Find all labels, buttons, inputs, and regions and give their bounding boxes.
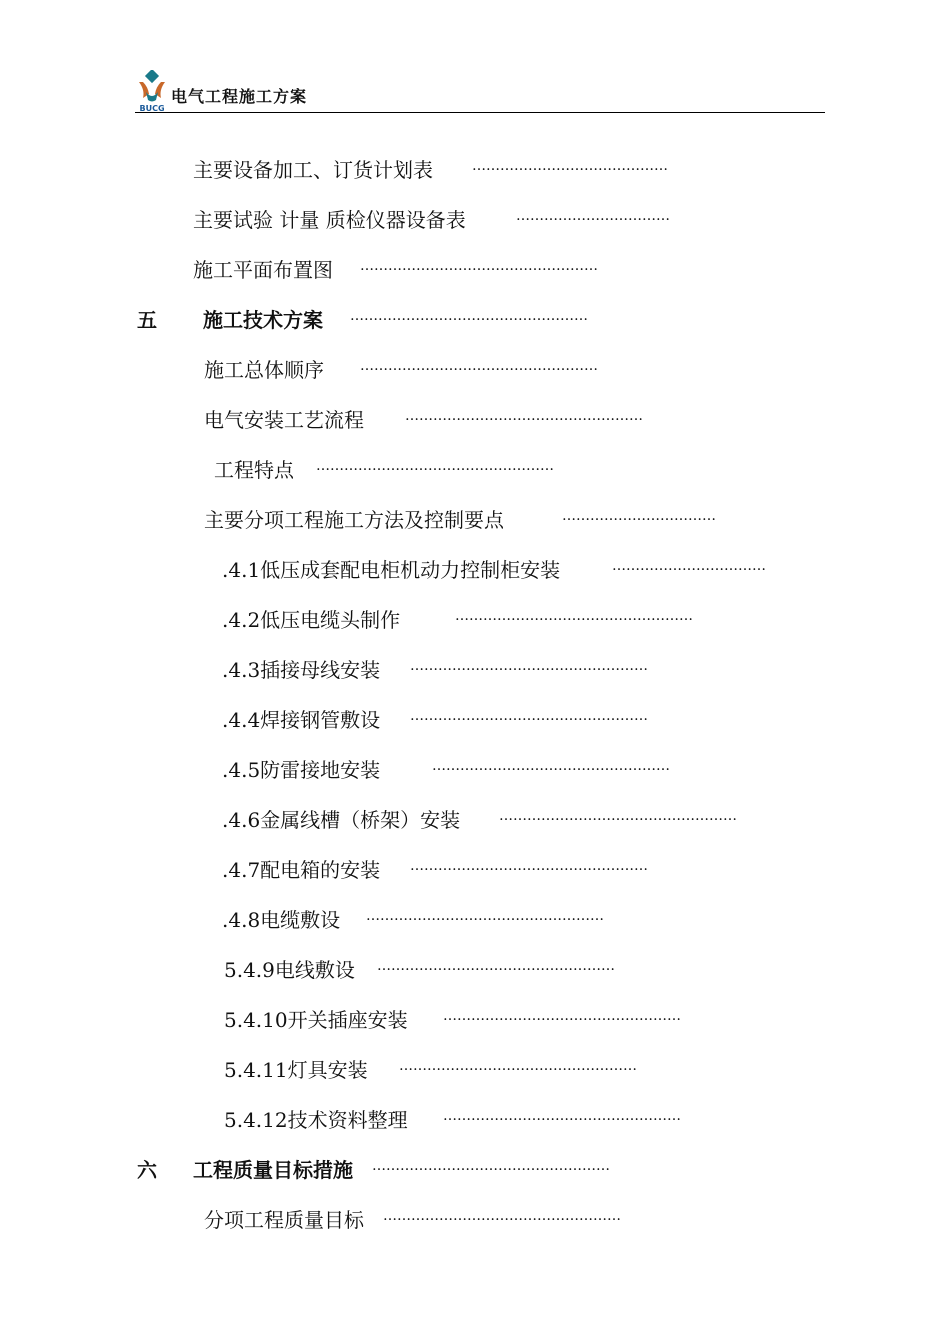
toc-leader-dots: …………………………………………… — [405, 408, 643, 424]
toc-item — [214, 456, 294, 484]
toc-section-number: 六 — [137, 1158, 157, 1182]
toc-item — [204, 506, 504, 534]
toc-item — [193, 206, 466, 234]
toc-item — [224, 1006, 408, 1034]
logo-text: BUCG — [139, 104, 165, 112]
toc-item — [193, 156, 433, 184]
toc-section-heading: 施工技术方案 — [203, 308, 323, 332]
toc-leader-dots: …………………………………………… — [372, 1158, 610, 1174]
toc-item — [222, 606, 400, 634]
toc-item — [222, 906, 340, 934]
toc-leader-dots: …………………………………………… — [432, 758, 670, 774]
toc-item — [193, 256, 333, 284]
toc-leader-dots: …………………………… — [516, 208, 670, 224]
toc-label: 主要分项工程施工方法及控制要点 — [204, 508, 504, 532]
toc-label: 施工总体顺序 — [204, 358, 324, 382]
toc-item — [204, 356, 324, 384]
toc-leader-dots: …………………………… — [612, 558, 766, 574]
toc-label: .4.4焊接钢管敷设 — [222, 708, 381, 732]
toc-leader-dots: …………………………………… — [472, 158, 668, 174]
toc-leader-dots: …………………………… — [562, 508, 716, 524]
toc-item — [222, 706, 380, 734]
toc-label: .4.8电缆敷设 — [222, 908, 341, 932]
toc-leader-dots: …………………………………………… — [410, 858, 648, 874]
toc-item — [222, 656, 380, 684]
toc-leader-dots: …………………………………………… — [360, 358, 598, 374]
toc-label: 电气安装工艺流程 — [204, 408, 364, 432]
toc-item — [204, 1206, 364, 1234]
toc-item — [222, 856, 380, 884]
toc-label: .4.7配电箱的安装 — [222, 858, 381, 882]
toc-label: .4.1低压成套配电柜机动力控制柜安装 — [222, 558, 561, 582]
bucg-logo-icon — [135, 70, 169, 112]
toc-label: 分项工程质量目标 — [204, 1208, 364, 1232]
toc-leader-dots: …………………………………………… — [443, 1108, 681, 1124]
header-title: 电气工程施工方案 — [171, 87, 308, 106]
toc-item — [222, 556, 560, 584]
toc-label: .4.3插接母线安装 — [222, 658, 381, 682]
toc-label: .4.2低压电缆头制作 — [222, 608, 401, 632]
toc-leader-dots: …………………………………………… — [455, 608, 693, 624]
toc-section-number: 五 — [137, 308, 157, 332]
toc-item — [224, 1106, 408, 1134]
toc-label: 主要试验 计量 质检仪器设备表 — [193, 208, 466, 232]
toc-label: 5.4.11灯具安装 — [224, 1058, 368, 1082]
toc-leader-dots: …………………………………………… — [360, 258, 598, 274]
toc-leader-dots: …………………………………………… — [316, 458, 554, 474]
header-divider — [135, 112, 825, 113]
toc-label: 5.4.12技术资料整理 — [224, 1108, 408, 1132]
toc-label: .4.6金属线槽（桥架）安装 — [222, 808, 461, 832]
toc-label: .4.5防雷接地安装 — [222, 758, 381, 782]
toc-item — [222, 756, 380, 784]
toc-leader-dots: …………………………………………… — [410, 708, 648, 724]
toc-item — [224, 1056, 368, 1084]
toc-leader-dots: …………………………………………… — [366, 908, 604, 924]
toc-leader-dots: …………………………………………… — [499, 808, 737, 824]
toc-leader-dots: …………………………………………… — [410, 658, 648, 674]
toc-item — [222, 806, 460, 834]
toc-label: 工程特点 — [214, 458, 294, 482]
toc-item — [204, 406, 364, 434]
toc-leader-dots: …………………………………………… — [350, 308, 588, 324]
toc-section-heading: 工程质量目标措施 — [193, 1158, 353, 1182]
toc-leader-dots: …………………………………………… — [383, 1208, 621, 1224]
toc-label: 施工平面布置图 — [193, 258, 333, 282]
toc-label: 5.4.10开关插座安装 — [224, 1008, 408, 1032]
toc-leader-dots: …………………………………………… — [377, 958, 615, 974]
toc-label: 5.4.9电线敷设 — [224, 958, 355, 982]
toc-label: 主要设备加工、订货计划表 — [193, 158, 433, 182]
toc-item — [224, 956, 355, 984]
toc-leader-dots: …………………………………………… — [443, 1008, 681, 1024]
toc-leader-dots: …………………………………………… — [399, 1058, 637, 1074]
page-header — [135, 70, 825, 114]
